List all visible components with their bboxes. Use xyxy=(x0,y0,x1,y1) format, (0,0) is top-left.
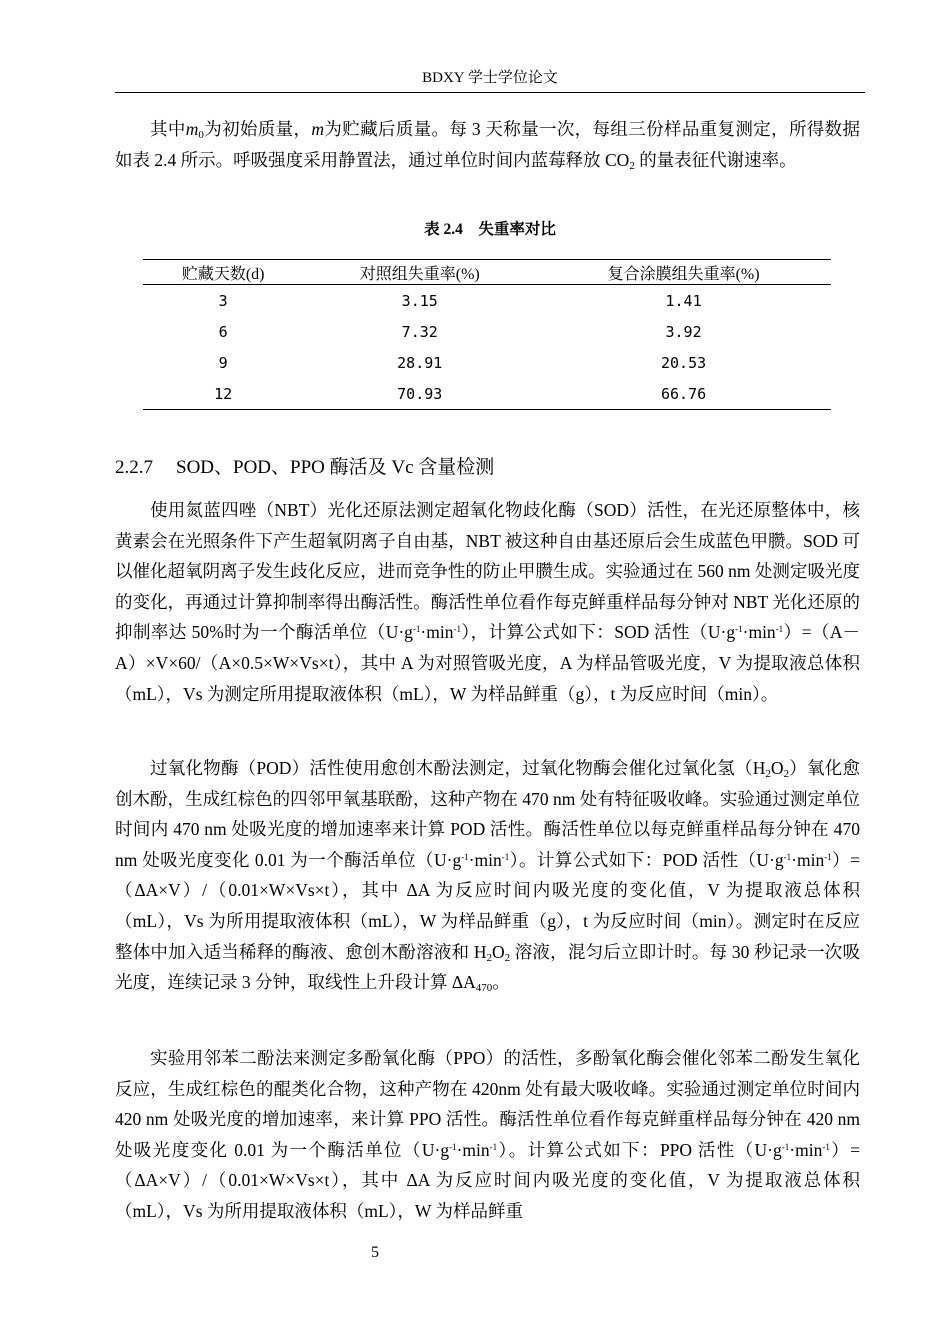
table-row xyxy=(143,378,831,410)
table-cell: 3.92 xyxy=(665,322,702,341)
section-number: 2.2.7 xyxy=(115,457,153,478)
table-cell: 9 xyxy=(218,353,228,372)
pod-paragraph: 过氧化物酶（POD）活性使用愈创木酚法测定，过氧化物酶会催化过氧化氢$(H_2O_2)$氧化愈创木酚，生成红棕色的四邻甲氧基联酚，这种产物在 470 nm 处有特征吸收峰。实验通过测定单位时间内 470 nm 处吸光度的增加速率来计算 POD 活性。酶活性单位以每克鲜重样品每分钟在 470 nm 处吸光度变化 0.01 为一个酶活单位$(U\cdot g^{-1}\cdot\min^{-1})$。计算公式如下：POD 活性$(U\cdot g^{-1}\cdot\min^{-1})=(\Delta A\times V)/(0.01\times W\times Vs\times t)$，其中 ΔA 为反应时间内吸光度的变化值，V 为提取液总体积（mL），Vs 为所用提取液体积（mL），W 为样品鲜重（g），t 为反应时间（min）。测定时在反应整体中加入适当稀释的酶液、愈创木酚溶液和 $H_2O_2$ 溶液，混匀后立即计时。每 30 秒记录一次吸光度，连续记录 3 分钟，取线性上升段计算 $\Delta A_{470}$。 xyxy=(115,758,861,995)
column-header-coated: 复合涂膜组失重率(%) xyxy=(536,260,831,285)
table-cell: 70.93 xyxy=(303,378,536,410)
table-cell: 6 xyxy=(218,322,228,341)
ppo-paragraph: 实验用邻苯二酚法来测定多酚氧化酶（PPO）的活性，多酚氧化酶会催化邻苯二酚发生氧化反应，生成红棕色的醌类化合物，这种产物在 420nm 处有最大吸收峰。实验通过测定单位时间内 420 nm 处吸光度的增加速率，来计算 PPO 活性。酶活性单位看作每克鲜重样品每分钟在 420 nm 处吸光度变化 0.01 为一个酶活单位$(U\cdot g^{-1}\cdot\min^{-1})$。计算公式如下：PPO 活性$(U\cdot g^{-1}\cdot\min^{-1})=(\Delta A\times V)/(0.01\times W\times Vs\times t)$，其中 ΔA 为反应时间内吸光度的变化值，V 为提取液总体积（mL），Vs 为所用提取液体积（mL），W 为样品鲜重 xyxy=(115,1048,861,1221)
table-row xyxy=(143,347,831,378)
table-cell: 3 xyxy=(218,291,228,310)
header-rule xyxy=(115,92,865,93)
intro-paragraph: 其中$m_0$为初始质量，m为贮藏后质量。每 3 天称量一次，每组三份样品重复测定，所得数据如表 2.4 所示。呼吸强度采用静置法，通过单位时间内蓝莓释放 $CO_2$ 的量表征代谢速率。 xyxy=(115,119,861,172)
table-cell: 20.53 xyxy=(660,353,707,372)
table-header-row xyxy=(143,260,831,285)
table-cell: 7.32 xyxy=(401,322,438,341)
column-header-control: 对照组失重率(%) xyxy=(303,260,536,285)
table-cell: 12 xyxy=(143,378,303,410)
page-number: 5 xyxy=(371,1244,379,1261)
table-cell: 66.76 xyxy=(536,378,831,410)
table-caption: 表 2.4 失重率对比 xyxy=(424,221,556,238)
column-header-days: 贮藏天数(d) xyxy=(143,260,303,285)
section-title: SOD、POD、PPO 酶活及 Vc 含量检测 xyxy=(176,457,495,478)
table-row xyxy=(143,285,831,317)
table-cell: 3.15 xyxy=(401,291,438,310)
section-heading xyxy=(115,455,494,481)
table-cell: 1.41 xyxy=(665,291,702,310)
weight-loss-table xyxy=(143,259,831,410)
table-cell: 28.91 xyxy=(397,353,443,372)
table-row xyxy=(143,316,831,347)
running-header: BDXY 学士学位论文 xyxy=(422,70,558,86)
sod-paragraph: 使用氮蓝四唑（NBT）光化还原法测定超氧化物歧化酶（SOD）活性，在光还原整体中，核黄素会在光照条件下产生超氧阴离子自由基，NBT 被这种自由基还原后会生成蓝色甲臜。SOD 可以催化超氧阴离子发生歧化反应，进而竞争性的防止甲臜生成。实验通过在 560 nm 处测定吸光度的变化，再通过计算抑制率得出酶活性。酶活性单位看作每克鲜重样品每分钟对 NBT 光化还原的抑制率达 50%时为一个酶活单位$(U\cdot g^{-1}\cdot\min^{-1})$，计算公式如下：SOD 活性$(U\cdot g^{-1}\cdot\min^{-1})=(A-A)\times V\times 60/(A\times 0.5\times W\times Vs\times t)$，其中 A 为对照管吸光度，A 为样品管吸光度，V 为提取液总体积（mL），Vs 为测定所用提取液体积（mL），W 为样品鲜重（g），t 为反应时间（min）。 xyxy=(115,500,860,704)
